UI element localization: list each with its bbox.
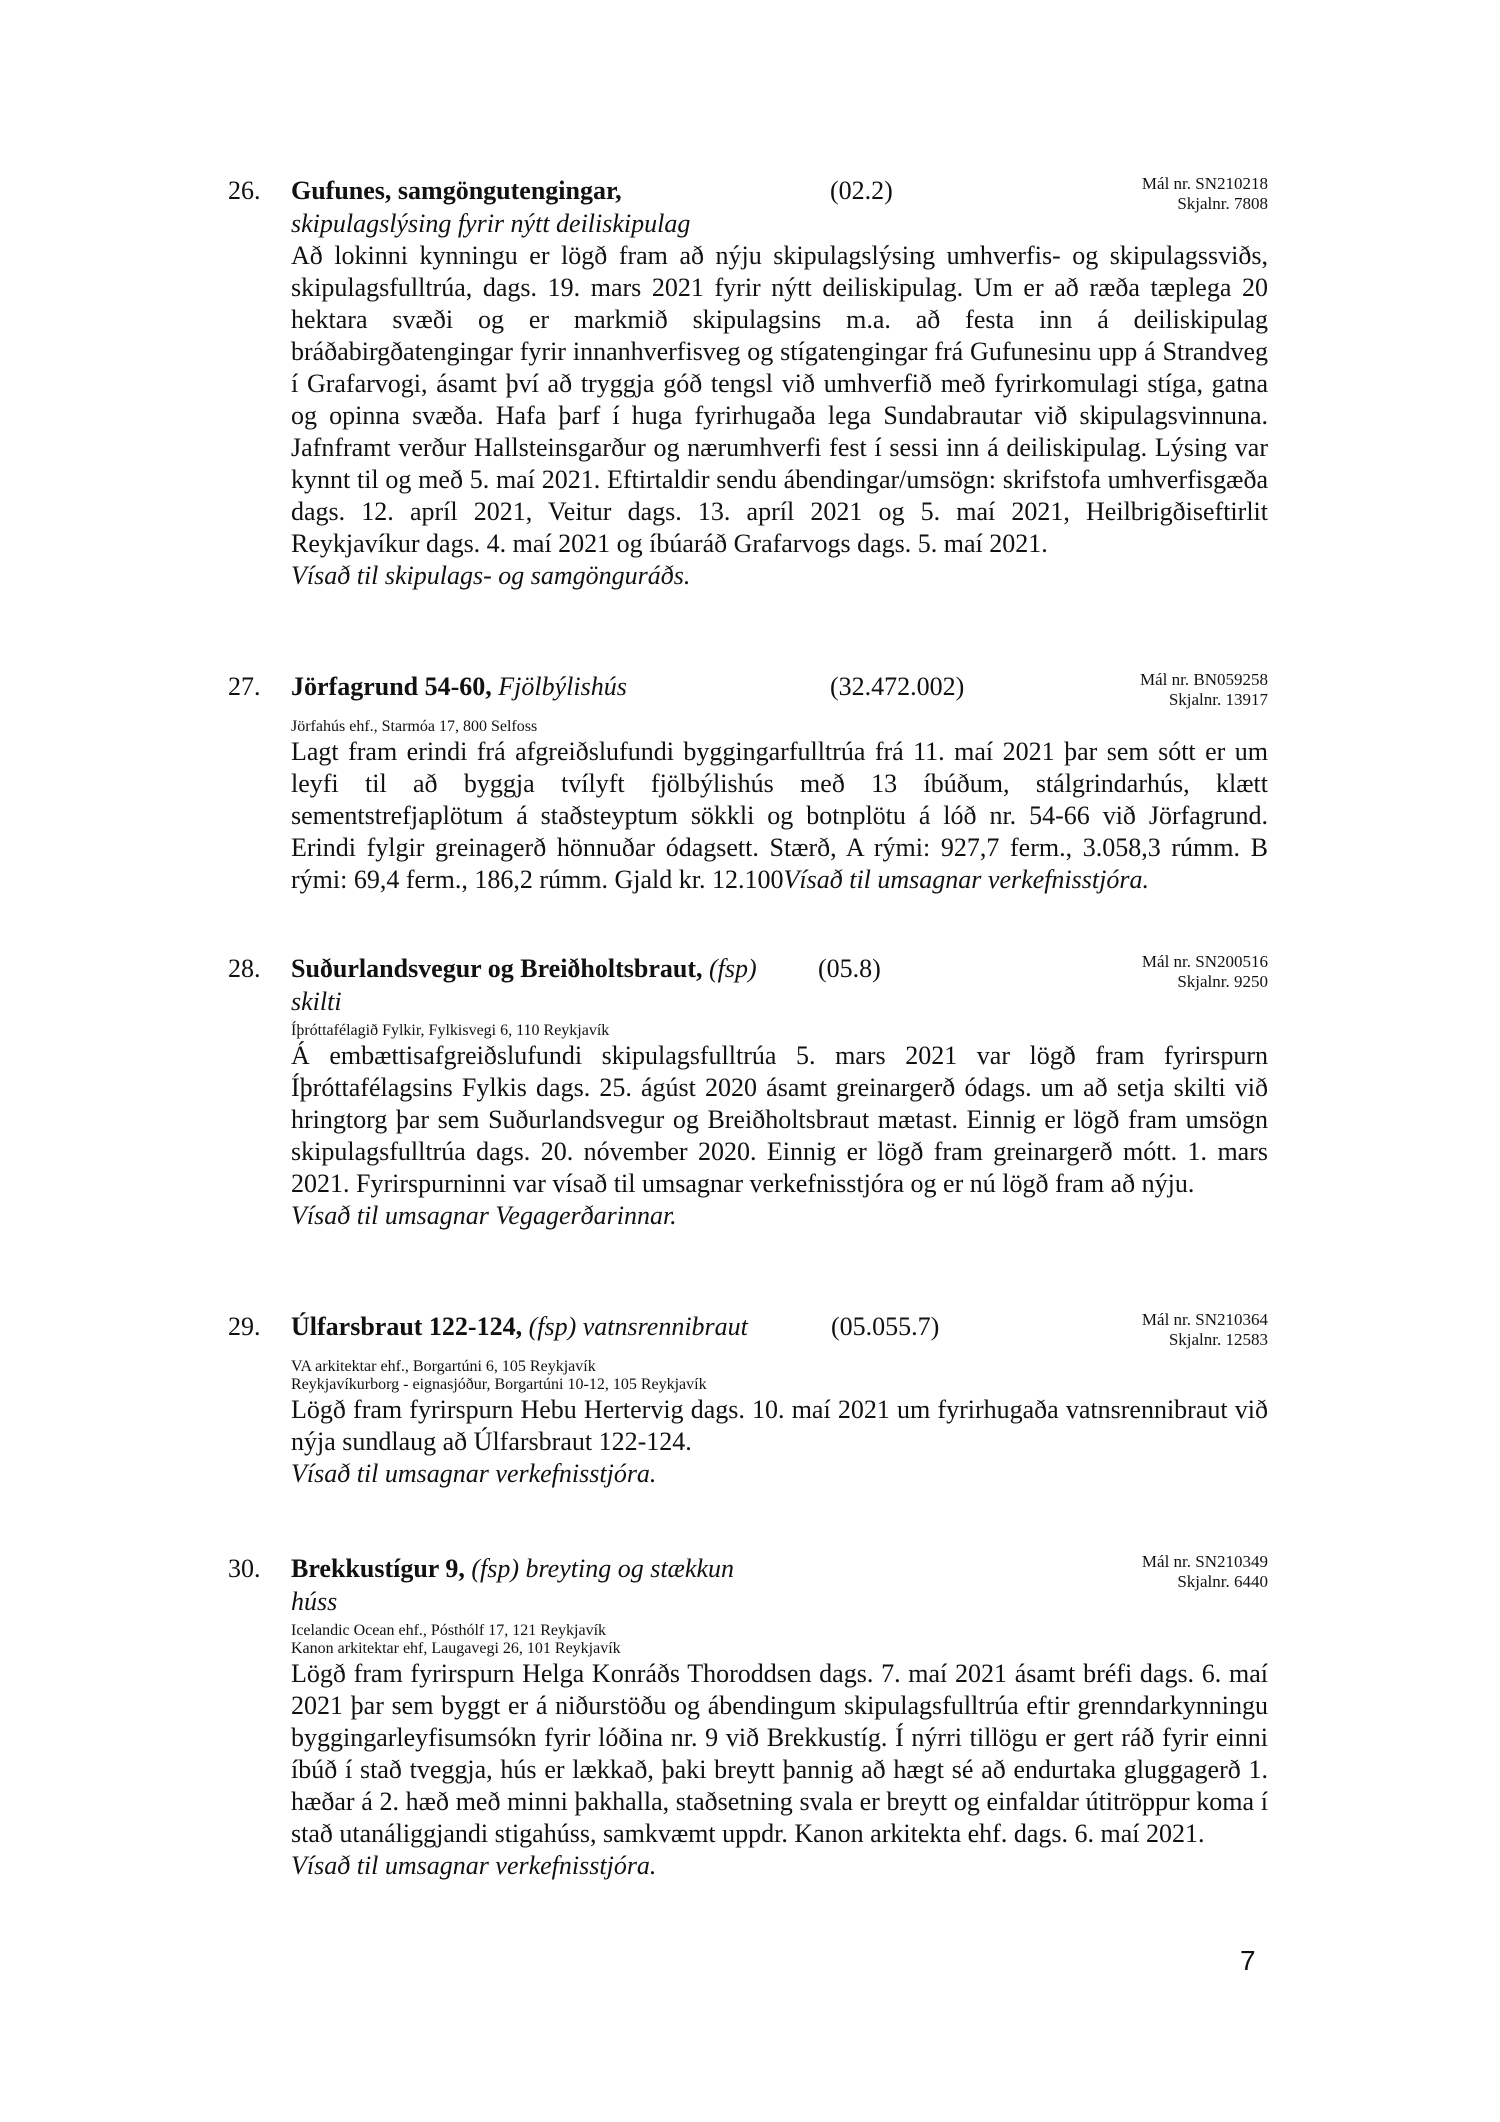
- document-number: Skjalnr. 12583: [1168, 1330, 1268, 1349]
- item-body: Lögð fram fyrirspurn Hebu Hertervig dags. 10. maí 2021 um fyrirhugaða vatnsrennibraut við nýja sundlaug að Úlfarsbraut 122-124.: [291, 1395, 1268, 1456]
- case-refs: [1142, 1310, 1268, 1350]
- item-number: 27.: [228, 672, 261, 701]
- item-decision: Vísað til umsagnar Vegagerðarinnar.: [291, 1201, 677, 1230]
- case-number: Mál nr. SN210349: [1141, 1552, 1268, 1571]
- item-body: Lagt fram erindi frá afgreiðslufundi byggingarfulltrúa frá 11. maí 2021 þar sem sótt er um leyfi til að byggja tvílyft fjölbýlishús með 13 íbúðum, stálgrindarhús, klætt sementstrefjaplötum á staðsteyptum sökkli og botnplötu á lóð nr. 54-66 við Jörfagrund. Erindi fylgir greinagerð hönnuðar ódagsett. Stærð, A rými: 927,7 ferm., 3.058,3 rúmm. B rými: 69,4 ferm., 186,2 rúmm. Gjald kr. 12.100Vísað til umsagnar verkefnisstjóra.: [291, 737, 1268, 894]
- document-number: Skjalnr. 13917: [1168, 690, 1268, 709]
- party: Reykjavíkurborg - eignasjóður, Borgartúni 10-12, 105 Reykjavík: [291, 1376, 707, 1393]
- page-number: 7: [1240, 1945, 1256, 1976]
- agenda-item-28: [228, 952, 1268, 1232]
- item-code: (32.472.002): [830, 672, 965, 701]
- item-body: Að lokinni kynningu er lögð fram að nýju skipulagslýsing umhverfis- og skipulagssviðs, skipulagsfulltrúa, dags. 19. mars 2021 fyrir nýtt deiliskipulag. Um er að ræða tæplega 20 hektara svæði og er markmið skipulagsins m.a. að festa inn á deiliskipulag bráðabirgðatengingar fyrir innanhverfisveg og stígatengingar frá Gufunesinu upp á Strandveg í Grafarvogi, ásamt því að tryggja góð tengsl við umhverfið með fyrirkomulagi stíga, gatna og opinna svæða. Hafa þarf í huga fyrirhugaða lega Sundabrautar við skipulagsvinnuna. Jafnframt verður Hallsteinsgarður og nærumhverfi fest í sessi inn á deiliskipulag. Lýsing var kynnt til og með 5. maí 2021. Eftirtaldir sendu ábendingar/umsögn: skrifstofa umhverfisgæða dags. 12. apríl 2021, Veitur dags. 13. apríl 2021 og 5. maí 2021, Heilbrigðiseftirlit Reykjavíkur dags. 4. maí 2021 og íbúaráð Grafarvogs dags. 5. maí 2021.: [291, 241, 1268, 558]
- agenda-item-27: [228, 670, 1268, 896]
- case-number: Mál nr. SN210364: [1141, 1310, 1268, 1329]
- party: Kanon arkitektar ehf, Laugavegi 26, 101 Reykjavík: [291, 1640, 621, 1657]
- party: VA arkitektar ehf., Borgartúni 6, 105 Reykjavík: [291, 1358, 596, 1375]
- party: Íþróttafélagið Fylkir, Fylkisvegi 6, 110 Reykjavík: [291, 1022, 610, 1039]
- agenda-item-26: [228, 174, 1268, 592]
- item-number: 28.: [228, 954, 261, 983]
- item-title: Brekkustígur 9, (fsp) breyting og stækkun: [291, 1554, 734, 1583]
- item-parties: [291, 1022, 1268, 1040]
- item-number: 26.: [228, 176, 261, 205]
- item-title: Jörfagrund 54-60, Fjölbýlishús: [291, 672, 627, 701]
- case-refs: [1142, 1552, 1268, 1592]
- item-decision: Vísað til skipulags- og samgönguráðs.: [291, 561, 691, 590]
- agenda-item-30: [228, 1552, 1268, 1882]
- item-subtitle: skipulagslýsing fyrir nýtt deiliskipulag: [291, 209, 691, 238]
- item-code: (05.055.7): [831, 1312, 940, 1341]
- item-subtitle: skilti: [291, 987, 342, 1016]
- item-decision: Vísað til umsagnar verkefnisstjóra.: [291, 1459, 657, 1488]
- item-subtitle: húss: [291, 1587, 338, 1616]
- item-number: 29.: [228, 1312, 261, 1341]
- agenda-item-29: [228, 1310, 1268, 1490]
- case-number: Mál nr. SN210218: [1141, 174, 1268, 193]
- case-refs: [1142, 174, 1268, 214]
- case-number: Mál nr. BN059258: [1140, 670, 1268, 689]
- case-number: Mál nr. SN200516: [1141, 952, 1268, 971]
- item-parties: [291, 1622, 1268, 1658]
- item-number: 30.: [228, 1554, 261, 1583]
- item-code: (05.8): [818, 954, 881, 983]
- case-refs: [1140, 670, 1268, 710]
- item-title: Úlfarsbraut 122-124, (fsp) vatnsrennibraut: [291, 1312, 748, 1341]
- item-decision: Vísað til umsagnar verkefnisstjóra.: [291, 1851, 657, 1880]
- item-parties: [291, 718, 1268, 736]
- item-body: Á embættisafgreiðslufundi skipulagsfulltrúa 5. mars 2021 var lögð fram fyrirspurn Íþróttafélagsins Fylkis dags. 25. ágúst 2020 ásamt greinargerð ódags. um að setja skilti við hringtorg þar sem Suðurlandsvegur og Breiðholtsbraut mætast. Einnig er lögð fram umsögn skipulagsfulltrúa dags. 20. nóvember 2020. Einnig er lögð fram greinargerð mótt. 1. mars 2021. Fyrirspurninni var vísað til umsagnar verkefnisstjóra og er nú lögð fram að nýju.: [291, 1041, 1268, 1198]
- item-parties: [291, 1358, 1268, 1394]
- item-title: Suðurlandsvegur og Breiðholtsbraut, (fsp): [291, 954, 757, 983]
- item-code: (02.2): [830, 176, 893, 205]
- document-number: Skjalnr. 9250: [1177, 972, 1268, 991]
- item-decision: Vísað til umsagnar verkefnisstjóra.: [783, 865, 1149, 894]
- item-body: Lögð fram fyrirspurn Helga Konráðs Thoroddsen dags. 7. maí 2021 ásamt bréfi dags. 6. maí 2021 þar sem byggt er á niðurstöðu og ábendingum skipulagsfulltrúa eftir grenndarkynningu byggingarleyfisumsókn fyrir lóðina nr. 9 við Brekkustíg. Í nýrri tillögu er gert ráð fyrir einni íbúð í stað tveggja, hús er lækkað, þaki breytt þannig að hægt sé að endurtaka gluggagerð 1. hæðar á 2. hæð með minni þakhalla, staðsetning svala er breytt og einfaldar útitröppur koma í stað utanáliggjandi stigahúss, samkvæmt uppdr. Kanon arkitekta ehf. dags. 6. maí 2021.: [291, 1659, 1268, 1848]
- party: Jörfahús ehf., Starmóa 17, 800 Selfoss: [291, 718, 538, 735]
- document-number: Skjalnr. 7808: [1177, 194, 1268, 213]
- document-number: Skjalnr. 6440: [1177, 1572, 1268, 1591]
- item-title: Gufunes, samgöngutengingar,: [291, 176, 622, 205]
- party: Icelandic Ocean ehf., Pósthólf 17, 121 Reykjavík: [291, 1622, 607, 1639]
- case-refs: [1142, 952, 1268, 992]
